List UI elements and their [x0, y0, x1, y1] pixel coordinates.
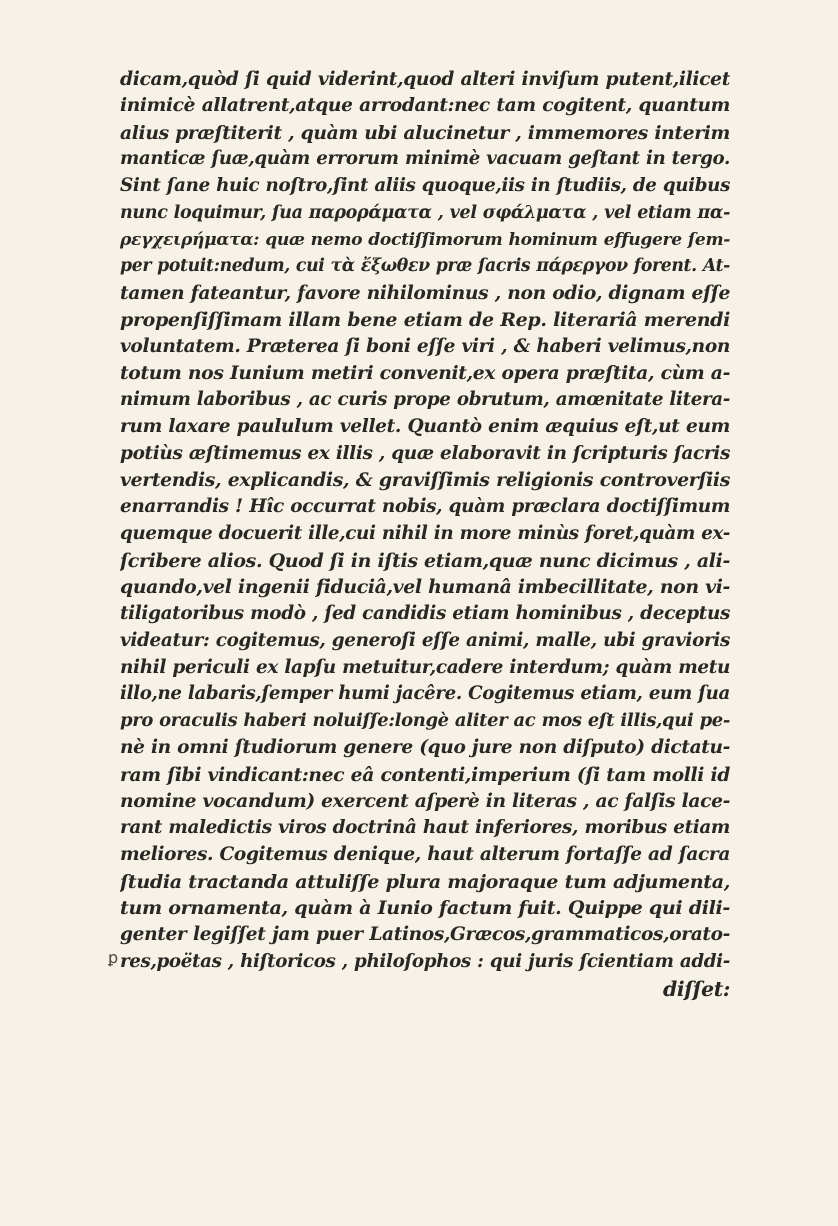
- text-line: genter legiſſet jam puer Latinos,Græcos,grammaticos,orato-: [120, 924, 730, 945]
- text-line: nunc loquimur, ſua παροράματα , vel σφάλματα , vel etiam πα-: [120, 202, 730, 223]
- text-line: quemque docuerit ille,cui nihil in more minùs foret,quàm ex-: [120, 522, 730, 544]
- text-line: per potuit:nedum, cui τὰ ἔξωθεν præ ſacris πάρεργον forent. At-: [120, 256, 730, 277]
- text-line: inimicè allatrent,atque arrodant:nec tam cogitent, quantum: [120, 94, 730, 116]
- text-line: voluntatem. Præterea ſi boni eſſe viri , & haberi velimus,non: [120, 335, 730, 357]
- text-line: enarrandis ! Hîc occurrat nobis, quàm præclara doctiſſimum: [120, 496, 730, 517]
- text-line: illo,ne labaris,ſemper humi jacêre. Cogitemus etiam, eum ſua: [120, 683, 730, 705]
- text-line: vertendis, explicandis, & graviſſimis religionis controverſiis: [120, 469, 730, 492]
- text-line: nihil periculi ex lapſu metuitur,cadere interdum; quàm metu: [120, 656, 730, 678]
- text-line: nè in omni ſtudiorum genere (quo jure non diſputo) dictatu-: [120, 736, 730, 758]
- page-text-block: [120, 66, 730, 1002]
- text-line: quando,vel ingenii fiduciâ,vel humanâ imbecillitate, non vi-: [120, 576, 730, 599]
- text-line: alius præſtiterit , quàm ubi alucinetur , immemores interim: [120, 121, 730, 144]
- text-line: tum ornamenta, quàm à Iunio factum fuit. Quippe qui dili-: [120, 896, 730, 920]
- text-line: totum nos Iunium metiri convenit,ex opera præſtita, cùm a-: [120, 362, 730, 385]
- text-line: potiùs æſtimemus ex illis , quæ elaboravit in ſcripturis ſacris: [120, 442, 730, 464]
- text-line: rum laxare paululum vellet. Quantò enim æquius eſt,ut eum: [120, 415, 730, 437]
- text-line: propenſiſſimam illam bene etiam de Rep. literariâ merendi: [120, 308, 730, 331]
- text-line: ρεγχειρήματα: quæ nemo doctiſſimorum hominum effugere ſem-: [120, 229, 730, 250]
- text-line: manticæ ſuæ,quàm errorum minimè vacuam geſtant in tergo.: [120, 148, 730, 170]
- text-line: tamen fateantur, favore nihilominus , non odio, dignam eſſe: [120, 282, 730, 304]
- text-line: ram ſibi vindicant:nec eâ contenti,imperium (ſi tam molli id: [120, 763, 730, 786]
- text-line: meliores. Cogitemus denique, haut alterum fortaſſe ad ſacra: [120, 843, 730, 865]
- text-line: ſtudia tractanda attuliſſe plura majoraque tum adjumenta,: [120, 869, 730, 893]
- text-line: Sint ſane huic noſtro,ſint aliis quoque,iis in ſtudiis, de quibus: [120, 175, 730, 196]
- text-line: pro oraculis haberi noluiſſe:longè aliter ac mos eſt illis,qui pe-: [120, 710, 730, 731]
- text-line: nomine vocandum) exercent aſperè in literas , ac falſis lace-: [120, 790, 730, 813]
- text-line: diſſet:: [662, 976, 730, 1001]
- text-line: tiligatoribus modò , ſed candidis etiam hominibus , deceptus: [120, 603, 730, 624]
- text-line: res,poëtas , hiſtoricos , philoſophos : qui juris ſcientiam addi-: [120, 950, 730, 972]
- text-line: videatur: cogitemus, generoſi eſſe animi, malle, ubi gravioris: [120, 629, 730, 651]
- text-line: nimum laboribus , ac curis prope obrutum, amœnitate litera-: [120, 389, 730, 410]
- text-line: rant maledictis viros doctrinâ haut inferiores, moribus etiam: [120, 817, 730, 838]
- text-line: ſcribere alios. Quod ſi in iſtis etiam,quæ nunc dicimus , ali-: [120, 549, 730, 572]
- text-line: dicam,quòd ſi quid viderint,quod alteri inviſum putent,ilicet: [120, 68, 730, 90]
- margin-mark: ꝑ: [108, 948, 119, 967]
